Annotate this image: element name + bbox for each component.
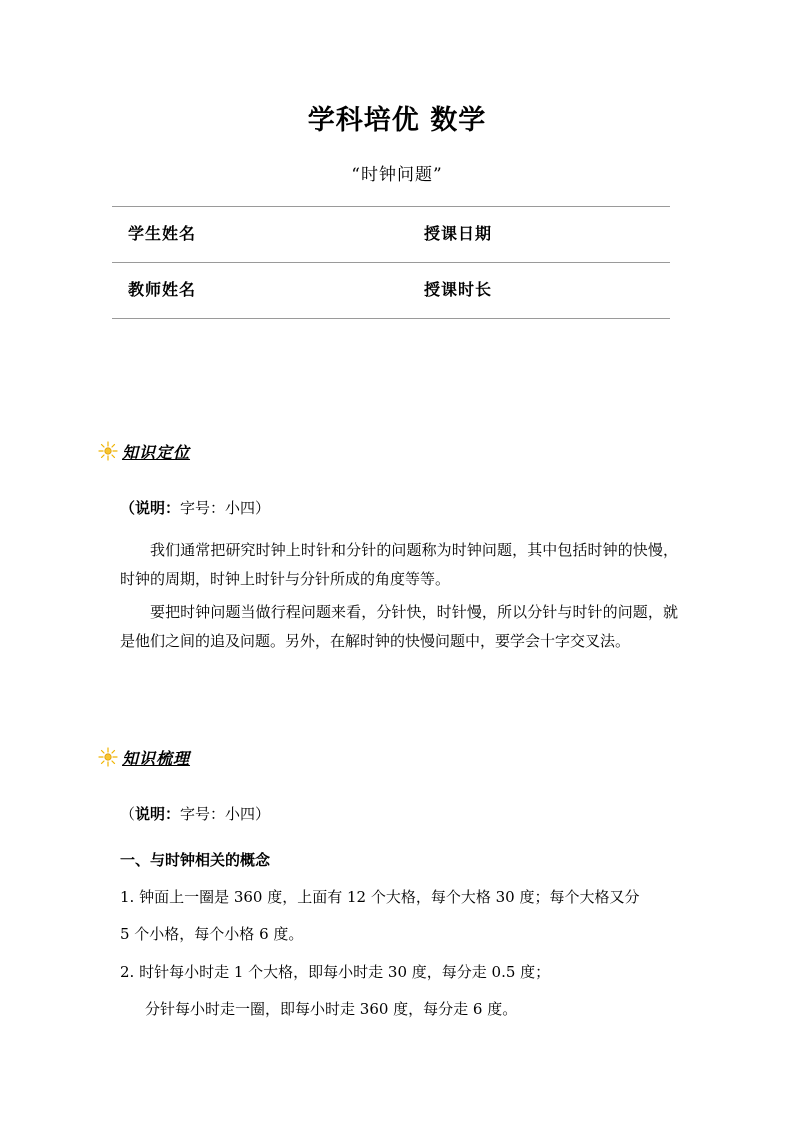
section-title: 知识梳理 — [122, 748, 191, 768]
info-table — [112, 206, 670, 319]
list-item-1-line-1: 1. 钟面上一圈是 360 度，上面有 12 个大格，每个大格 30 度；每个大格又分 — [120, 888, 640, 906]
size-note — [120, 497, 270, 518]
paragraph-2: 要把时钟问题当做行程问题来看，分针快，时针慢，所以分针与时针的问题，就是他们之间的追及问题。另外，在解时钟的快慢问题中，要学会十字交叉法。 — [120, 603, 678, 650]
student-name-label: 学生姓名 — [128, 224, 197, 243]
list-item-2-line-1: 2. 时针每小时走 1 个大格，即每小时走 30 度，每分走 0.5 度； — [120, 963, 551, 981]
sun-icon — [96, 746, 120, 768]
duration-label: 授课时长 — [424, 280, 493, 299]
note-label: 说明： — [135, 805, 181, 823]
section-title: 知识定位 — [122, 442, 191, 462]
size-note — [120, 803, 270, 824]
page-title: 学科培优 数学 — [307, 105, 487, 136]
teacher-name-label: 教师姓名 — [128, 280, 197, 299]
list-item-2-line-2: 分针每小时走一圈，即每小时走 360 度，每分走 6 度。 — [145, 1000, 518, 1018]
note-text: 字号：小四） — [180, 499, 271, 517]
section-heading-positioning — [96, 440, 190, 462]
info-row-2 — [112, 262, 670, 319]
note-text: 字号：小四） — [180, 805, 271, 823]
info-row-1 — [112, 206, 670, 262]
concept-heading: 一、与时钟相关的概念 — [120, 851, 271, 869]
page-subtitle: “时钟问题” — [351, 165, 443, 185]
section-heading-review — [96, 746, 190, 768]
note-label: （说明： — [120, 499, 181, 517]
note-open: （ — [120, 805, 136, 823]
paragraph-1: 我们通常把研究时钟上时针和分针的问题称为时钟问题，其中包括时钟的快慢，时钟的周期，时钟上时针与分针所成的角度等等。 — [120, 541, 678, 588]
sun-icon — [96, 440, 120, 462]
list-item-1-line-2: 5 个小格，每个小格 6 度。 — [120, 925, 304, 943]
date-label: 授课日期 — [424, 224, 493, 243]
